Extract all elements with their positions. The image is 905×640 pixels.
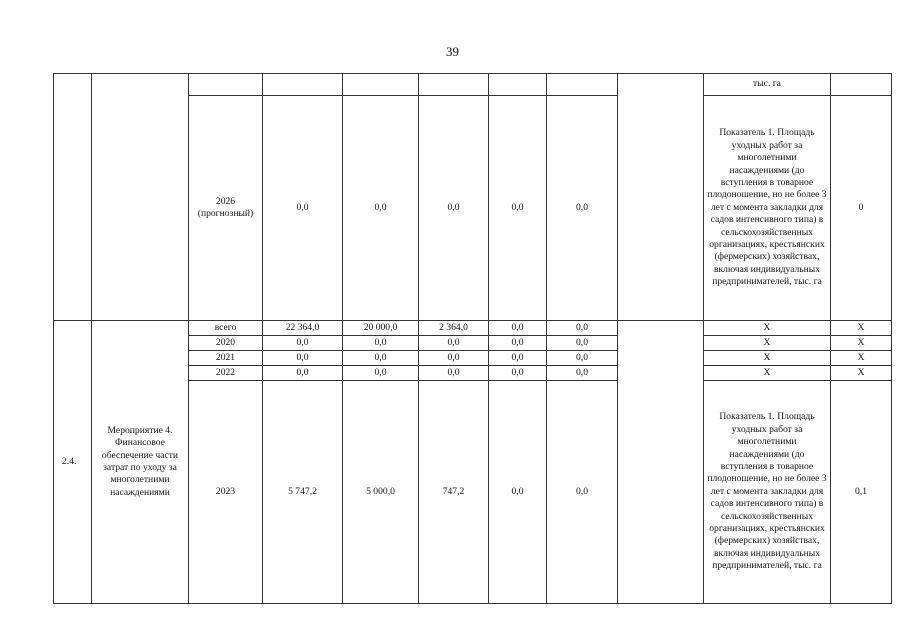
cell-executor — [618, 321, 704, 604]
cell-v4: 0,0 — [489, 321, 547, 336]
cell-v5: 0,0 — [547, 321, 618, 336]
cell-target — [831, 74, 892, 96]
cell-v2: 5 000,0 — [343, 381, 419, 604]
cell-v3: 0,0 — [419, 336, 489, 351]
cell-year: 2023 — [189, 381, 263, 604]
cell-v2: 0,0 — [343, 336, 419, 351]
cell-v5 — [547, 74, 618, 96]
cell-v2: 0,0 — [343, 96, 419, 321]
cell-v2: 0,0 — [343, 366, 419, 381]
cell-target: X — [831, 336, 892, 351]
cell-target: 0,1 — [831, 381, 892, 604]
cell-v2: 20 000,0 — [343, 321, 419, 336]
cell-v4 — [489, 74, 547, 96]
cell-v1: 22 364,0 — [263, 321, 343, 336]
cell-indicator: X — [704, 321, 831, 336]
cell-v4: 0,0 — [489, 366, 547, 381]
measure-name: Мероприятие 4. Финансовое обеспечение части затрат по уходу за многолетними насаждениями — [92, 321, 189, 604]
measures-table — [53, 73, 892, 604]
cell-v5: 0,0 — [547, 381, 618, 604]
cell-indicator: Показатель 1. Площадь уходных работ за многолетними насаждениями (до вступления в товарное плодоношение, но не более 3 лет с момента закладки для садов интенсивного типа) в сельскохозяйственных организациях, крестьянских (фермерских) хозяйствах, включая индивидуальных предпринимателей, тыс. га — [704, 96, 831, 321]
cell-v4: 0,0 — [489, 96, 547, 321]
cell-year: всего — [189, 321, 263, 336]
cell-indicator: Показатель 1. Площадь уходных работ за многолетними насаждениями (до вступления в товарное плодоношение, но не более 3 лет с момента закладки для садов интенсивного типа) в сельскохозяйственных организациях, крестьянских (фермерских) хозяйствах, включая индивидуальных предпринимателей, тыс. га — [704, 381, 831, 604]
cell-v2 — [343, 74, 419, 96]
cell-v1: 5 747,2 — [263, 381, 343, 604]
cell-v3: 747,2 — [419, 381, 489, 604]
cell-v4: 0,0 — [489, 351, 547, 366]
cell-v5: 0,0 — [547, 96, 618, 321]
table-row — [54, 74, 892, 96]
cell-year: 2021 — [189, 351, 263, 366]
cell-v3: 0,0 — [419, 96, 489, 321]
cell-v5: 0,0 — [547, 366, 618, 381]
cell-number-continued — [54, 74, 92, 321]
cell-v1: 0,0 — [263, 96, 343, 321]
cell-v1: 0,0 — [263, 366, 343, 381]
cell-v1: 0,0 — [263, 336, 343, 351]
cell-v5: 0,0 — [547, 336, 618, 351]
cell-v3: 2 364,0 — [419, 321, 489, 336]
measure-number: 2.4. — [54, 321, 92, 604]
cell-indicator: X — [704, 366, 831, 381]
cell-name-continued — [92, 74, 189, 321]
cell-target: X — [831, 351, 892, 366]
cell-year: 2026 (прогнозный) — [189, 96, 263, 321]
cell-indicator-tail: тыс. га — [704, 74, 831, 96]
cell-target: X — [831, 366, 892, 381]
cell-year: 2022 — [189, 366, 263, 381]
cell-v1: 0,0 — [263, 351, 343, 366]
cell-indicator: X — [704, 351, 831, 366]
cell-v4: 0,0 — [489, 336, 547, 351]
page-number: 39 — [446, 44, 459, 59]
cell-year: 2020 — [189, 336, 263, 351]
table-row — [54, 321, 892, 336]
cell-executor — [618, 74, 704, 321]
cell-indicator: X — [704, 336, 831, 351]
cell-v3: 0,0 — [419, 366, 489, 381]
cell-year — [189, 74, 263, 96]
cell-v5: 0,0 — [547, 351, 618, 366]
cell-v2: 0,0 — [343, 351, 419, 366]
cell-v3: 0,0 — [419, 351, 489, 366]
cell-v4: 0,0 — [489, 381, 547, 604]
cell-target: 0 — [831, 96, 892, 321]
cell-target: X — [831, 321, 892, 336]
cell-v3 — [419, 74, 489, 96]
cell-v1 — [263, 74, 343, 96]
